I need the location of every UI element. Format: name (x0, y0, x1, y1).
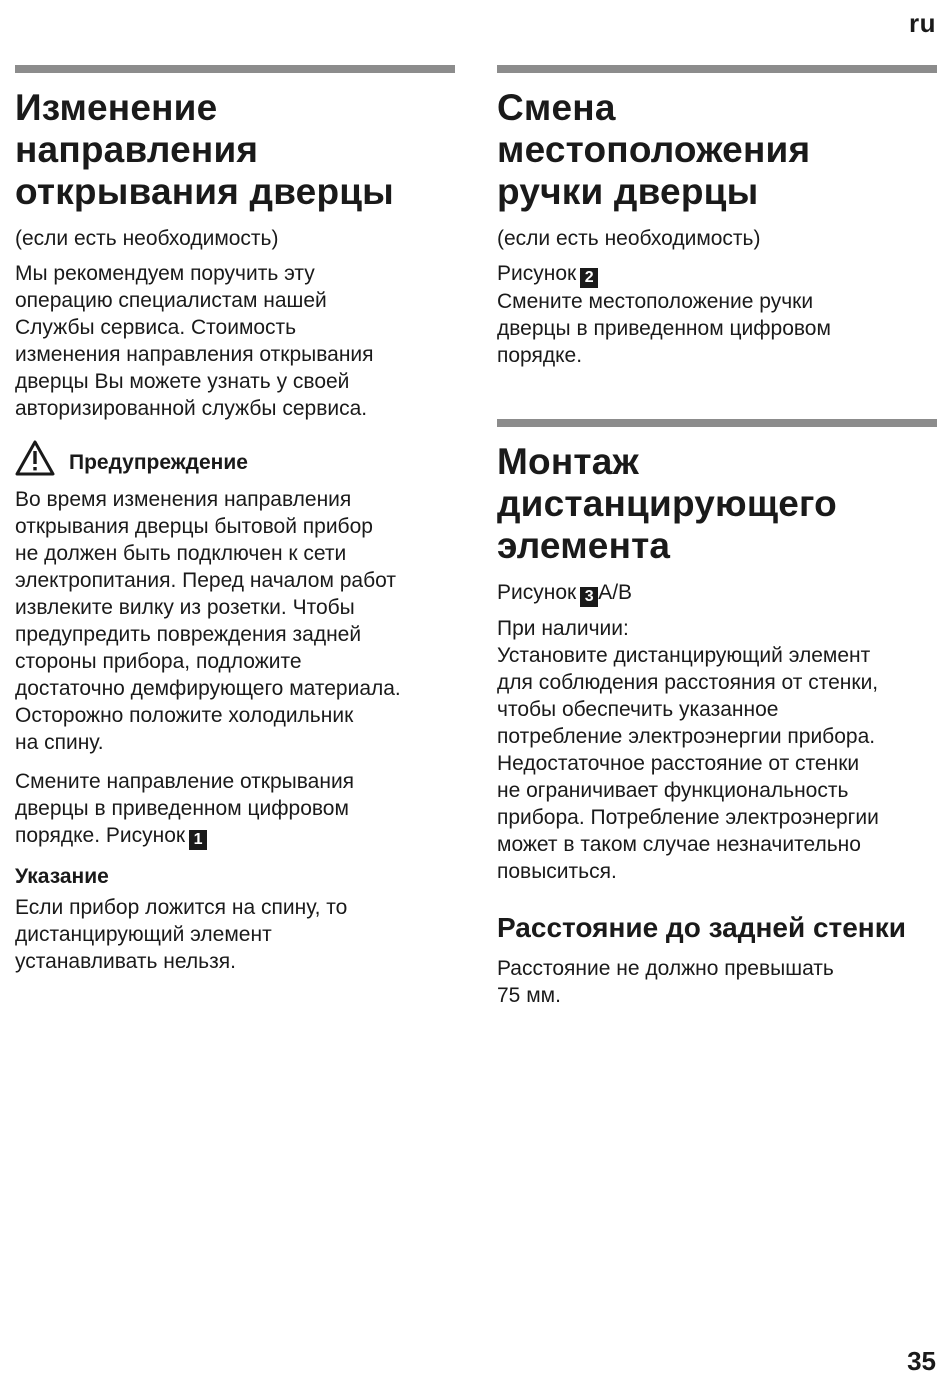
warning-paragraph: Во время изменения направления открывания дверцы бытовой прибор не должен быть подключен к сети электропитания. Перед началом работ извлеките вилку из розетки. Чтобы предупредить повреждения задней стороны прибора, подложите достаточно демфирующего материала. Осторожно положите холодильник на спину. (15, 488, 401, 754)
figure-reference (497, 579, 937, 607)
figure-number-badge: 2 (580, 268, 598, 288)
instruction-paragraph (15, 768, 455, 850)
language-code: ru (909, 8, 936, 38)
warning-label: Предупреждение (69, 451, 248, 474)
section-divider (497, 65, 937, 73)
note-label: Указание (15, 865, 109, 888)
figure-number-badge: 1 (189, 830, 207, 850)
figure-reference (497, 260, 937, 288)
subsection-title-wall-distance: Расстояние до задней стенки (497, 912, 906, 943)
section-title-handle-position: Смена местоположения ручки дверцы (497, 87, 811, 212)
instruction-text: Смените направление открывания дверцы в приведенном цифровом порядке. Рисунок (15, 770, 355, 847)
figure-label: Рисунок (497, 262, 577, 285)
figure-label: Рисунок (497, 581, 577, 604)
distance-paragraph: Расстояние не должно превышать 75 мм. (497, 957, 834, 1007)
handle-paragraph: Смените местоположение ручки дверцы в приведенном цифровом порядке. (497, 290, 831, 367)
figure-suffix: A/B (598, 581, 633, 604)
warning-heading (15, 440, 455, 476)
warning-triangle-icon (15, 440, 55, 476)
figure-number-badge: 3 (580, 587, 598, 607)
intro-paragraph: Мы рекомендуем поручить эту операцию специалистам нашей Службы сервиса. Стоимость изменения направления открывания дверцы Вы можете узнать у своей авторизированной службы сервиса. (15, 262, 374, 420)
section-subtitle: (если есть необходимость) (497, 227, 761, 250)
note-paragraph: Если прибор ложится на спину, то дистанцирующий элемент устанавливать нельзя. (15, 896, 348, 973)
section-title-door-direction: Изменение направления открывания дверцы (15, 87, 394, 212)
right-column (497, 0, 937, 1009)
page-number: 35 (907, 1346, 936, 1376)
section-title-spacer-mounting: Монтаж дистанцирующего элемента (497, 441, 837, 566)
section-divider (497, 419, 937, 427)
section-subtitle: (если есть необходимость) (15, 227, 279, 250)
left-column (15, 0, 455, 975)
spacer-paragraph: При наличии: Установите дистанцирующий элемент для соблюдения расстояния от стенки, чтобы обеспечить указанное потребление электроэнергии прибора. Недостаточное расстояние от стенки не ограничивает функциональность прибора. Потребление электроэнергии может в таком случае незначительно повыситься. (497, 617, 879, 883)
section-divider (15, 65, 455, 73)
